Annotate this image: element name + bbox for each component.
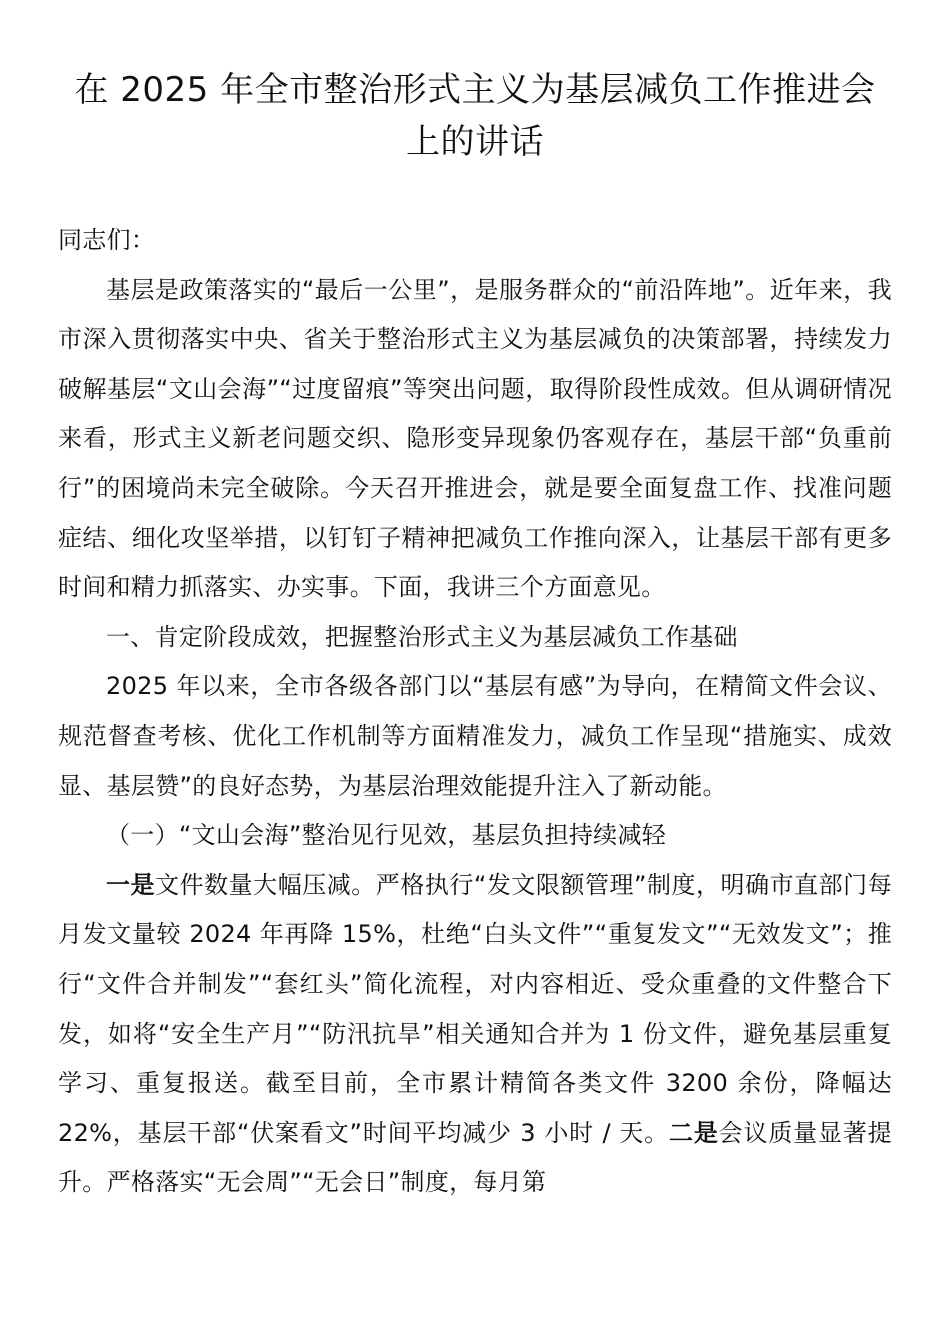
section-paragraph: 2025 年以来，全市各级各部门以“基层有感”为导向，在精简文件会议、规范督查考核、优化工作机制等方面精准发力，减负工作呈现“措施实、成效显、基层赞”的良好态势，为基层治理效能提升注入了新动能。 [58, 672, 892, 800]
subsection-heading: （一）“文山会海”整治见行见效，基层负担持续减轻 [106, 821, 667, 850]
point-label: 一是 [106, 870, 156, 899]
intro-paragraph: 基层是政策落实的“最后一公里”，是服务群众的“前沿阵地”。近年来，我市深入贯彻落实中央、省关于整治形式主义为基层减负的决策部署，持续发力破解基层“文山会海”“过度留痕”等突出问题，取得阶段性成效。但从调研情况来看，形式主义新老问题交织、隐形变异现象仍客观存在，基层干部“负重前行”的困境尚未完全破除。今天召开推进会，就是要全面复盘工作、找准问题症结、细化攻坚举措，以钉钉子精神把减负工作推向深入，让基层干部有更多时间和精力抓落实、办实事。下面，我讲三个方面意见。 [58, 275, 892, 602]
point-text: 会议质量显著提升。严格落实“无会周”“无会日”制度，每月第 [58, 1118, 892, 1197]
points-paragraph [58, 861, 892, 1208]
salutation: 同志们： [58, 226, 156, 254]
section-heading: 一、肯定阶段成效，把握整治形式主义为基层减负工作基础 [106, 622, 738, 651]
document-body [58, 216, 892, 1208]
document-title: 在 2025 年全市整治形式主义为基层减负工作推进会上的讲话 [74, 70, 876, 162]
point-text: 文件数量大幅压减。严格执行“发文限额管理”制度，明确市直部门每月发文量较 2024 年再降 15%，杜绝“白头文件”“重复发文”“无效发文”；推行“文件合并制发”“套红头”简化流程，对内容相近、受众重叠的文件整合下发，如将“安全生产月”“防汛抗旱”相关通知合并为 1 份文件，避免基层重复学习、重复报送。截至目前，全市累计精简各类文件 3200 余份，降幅达 22%，基层干部“伏案看文”时间平均减少 3 小时 / 天。 [58, 870, 892, 1147]
point-label: 二是 [669, 1118, 719, 1147]
